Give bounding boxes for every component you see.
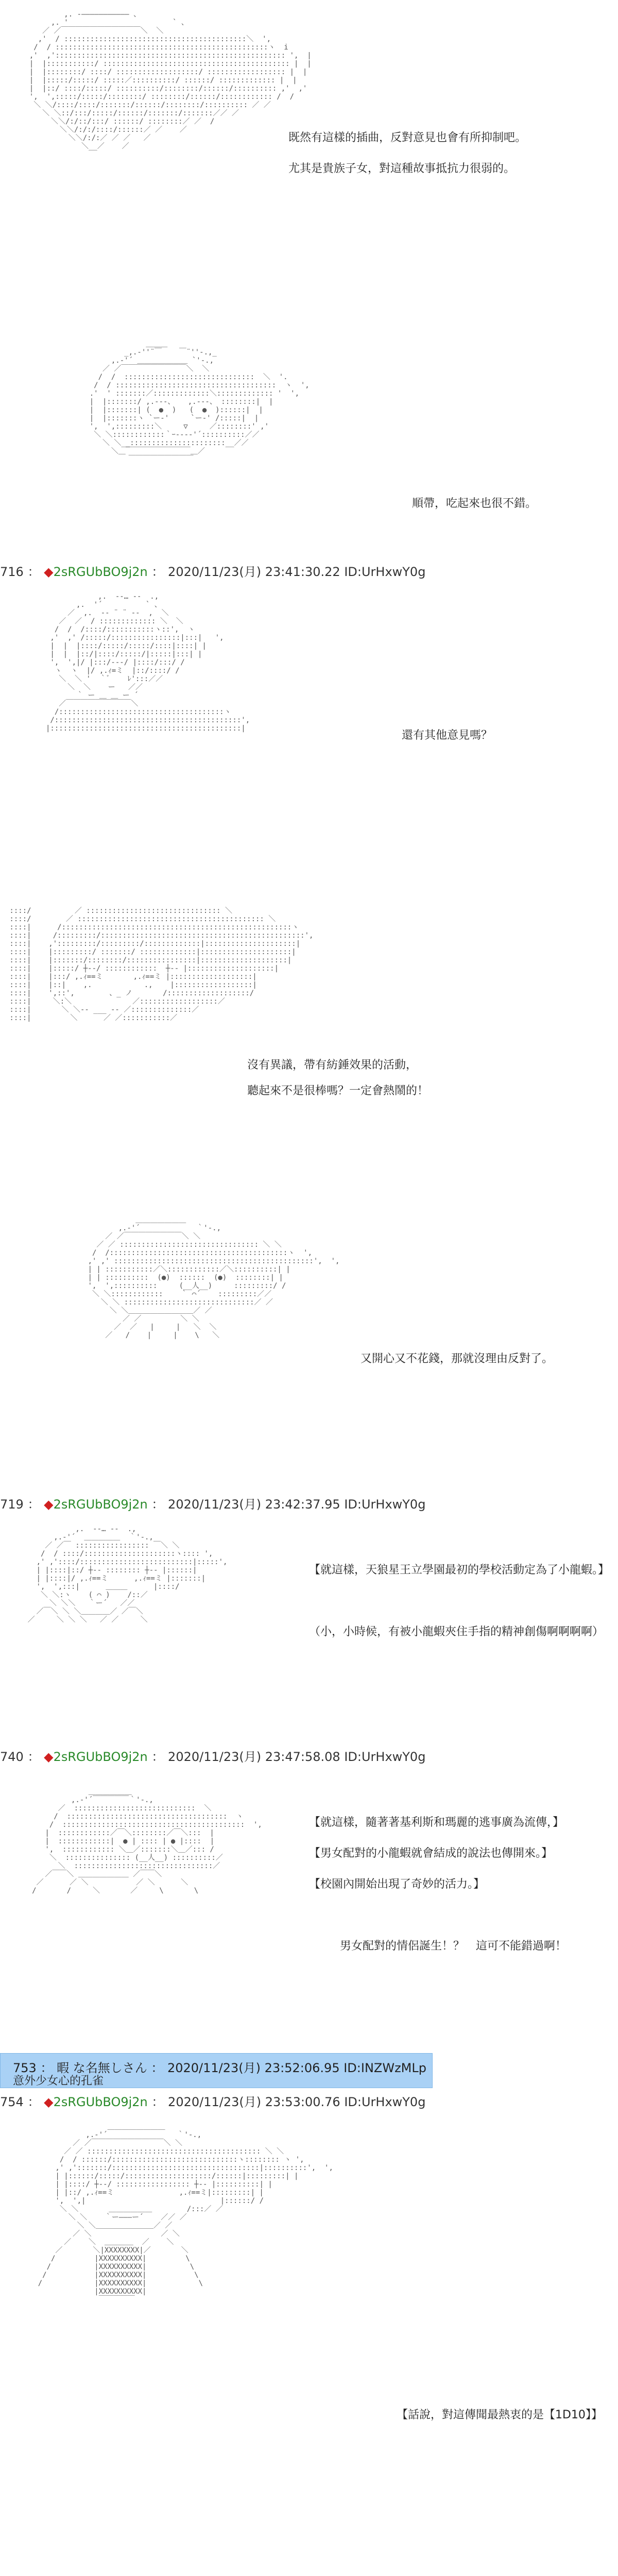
trip-name[interactable]: 2sRGUbBO9j2n <box>53 565 148 579</box>
trip-mark: ◆ <box>44 1497 54 1512</box>
reply-header: 753 ： 暇 な名無しさん ： 2020/11/23(月) 23:52:06.95 ID:INZWzMLp <box>13 2061 426 2075</box>
trip-name[interactable]: 2sRGUbBO9j2n <box>53 1497 148 1512</box>
trip-mark: ◆ <box>44 1750 54 1764</box>
dialogue-line: 沒有異議，帶有紡錘效果的活動， <box>247 1059 418 1072</box>
dialogue-line: 男女配對的情侶誕生！？ 這可不能錯過啊！ <box>340 1940 567 1953</box>
dialogue-line: （小，小時候，有被小龍蝦夾住手指的精神創傷啊啊啊啊） <box>309 1625 604 1638</box>
post-header: 740 ： ◆2sRGUbBO9j2n ： 2020/11/23(月) 23:47:58.08 ID:UrHxwY0g <box>0 1750 426 1764</box>
trip-mark: ◆ <box>44 2095 54 2109</box>
ascii-art-panel-7: ＿＿＿＿＿＿ ,.-'´￣￣￣￣￣｀'-., ／ :::::::::::::::::::::::::::: ＼ / ::::::::::::::::::::::::::::::::::::: ヽ / :::::::::::::::::::::::::::::::::::::::::: ', | ::::::::::::／￣＼::::::::／￣＼::: | | ::::::::::::| ● | :::: | ● |:::: | ', :::::::::::: ＼＿／:::::::＼＿／::: / ＼ ::::::::::::::: (__人__) ::::::::::／ ＼ ::::::::::::::::::::::::::::::::／ ／￣￣＼ ＿＿＿＿＿＿＿ ／￣￣＼ ／ ／ ＼ ／ ＼ ＼ / / ＼ ／ \ \ <box>32 1788 262 1895</box>
trip-name[interactable]: 2sRGUbBO9j2n <box>53 2095 148 2109</box>
trip-mark: ◆ <box>44 565 54 579</box>
ascii-art-panel-6: ,. -‐… ‐- ., ,.-'´ ＿＿＿＿＿ ｀'-., ／ ／￣ ::::::::::::::::: ￣＼ ＼ / / ::::/:::::::::::::::::::::ヽ:::: ', ,' ,'::::/::::::::::::::::::::::::::|:::::', | |::::|::/ ┼‐‐ :::::::: ┼‐‐ |::::::| | |::::|/ ,.ｨ==ミ ,.ｨ==ミ |:::::::| ', ',:::| ＿＿＿ |::::/ ＼ ＼:ヽ ( ⌒ ) /::／ ＼ ＼＼ ｀ー´ ／／ ／￣＼ ＼ ＼＿＿＿＿／ ／￣＼ ／ ＼ ＼ ＼ ／ ／ ＼ <box>27 1525 228 1624</box>
dialogue-line: 【校園內開始出現了奇妙的活力。】 <box>309 1878 485 1891</box>
post-number: 716 <box>0 565 24 579</box>
post-header: 754 ： ◆2sRGUbBO9j2n ： 2020/11/23(月) 23:53:00.76 ID:UrHxwY0g <box>0 2095 426 2109</box>
dialogue-line: 既然有這樣的插曲，反對意見也會有所抑制吧。 <box>288 131 527 144</box>
post-timestamp: 2020/11/23(月) 23:42:37.95 ID:UrHxwY0g <box>168 1497 426 1512</box>
ascii-art-panel-3: ,. -‐… ‐- ., ,. '´ ` 、 ／ ,. -‐ ¨ ¨ ‐- , ＼ ／ ／ / ::::::::::::: ＼ ＼ / / /::::/:::::::::::ヽ::', ヽ ,' ,' /:::::/::::::::::::::::|:::| ', | | |::::/:::::/:::::/::::|::::| | | | |::/|::::/:::::/|:::::|:::| | ', ',|/ |:::/-‐‐/ |::::/:::/ / ヽ ヽ |/ ,.ｨ=ミ |::/::::/ / ＼ ＼ ' ｀ﾞ ﾚ':::／／ ＼ ＼ ー ／／ ｀ ー ＿ ＿ ー ´ ／￣￣￣￣￣￣￣￣￣＼ /::::::::::::::::::::::::::::::::::::::ヽ /:::::::::::::::::::::::::::::::::::::::::::', |::::::::::::::::::::::::::::::::::::::::::::| <box>46 592 250 733</box>
post-header: 719 ： ◆2sRGUbBO9j2n ： 2020/11/23(月) 23:42:37.95 ID:UrHxwY0g <box>0 1497 426 1512</box>
dialogue-line: 順帶，吃起來也很不錯。 <box>412 497 537 510</box>
reply-post <box>0 2053 433 2088</box>
dialogue-line: 【就這樣，隨著著基利斯和瑪麗的逃事廣為流傳，】 <box>309 1816 564 1829</box>
dialogue-line: 還有其他意見嗎？ <box>402 729 493 742</box>
dialogue-line: 【就這樣，天狼星王立學園最初的學校活動定為了小龍蝦。】 <box>309 1564 610 1577</box>
ascii-art-panel-5: ＿＿＿＿＿＿＿ ,.-'´ ｀'-., ／ ／￣￣￣￣￣￣￣￣＼ ＼ ／ ／ :::::::::::::::::::::::::::::::: ＼ ＼ / /:::::::::::::::::::::::::::::::::::::::::ヽ ', ,' ,' ::::::::::::::::::::::::::::::::::::::::::::::', ', | | :::::::::::／＼::::::::::::／＼::::::::::| | | | :::::::::: (●) :::::: (●) ::::::::| | ', ',:::::::::: (__人__) :::::::::/ / ＼ ＼:::::::::::: ｀ ⌒´ :::::::::／／ ＼ ＼ ::::::::::::::::::::::::::::::／ ／ ＼ ＼＿＿＿＿＿＿＿＿＿／ ／ ／ ／ ＼ ＼ ／ ／ | | ＼ ＼ ／ / | | \ ＼ <box>88 1216 340 1340</box>
post-timestamp: 2020/11/23(月) 23:41:30.22 ID:UrHxwY0g <box>168 565 426 579</box>
dialogue-line: 尤其是貴族子女，對這種故事抵抗力很弱的。 <box>288 162 516 175</box>
dialogue-line: 聽起來不是很棒嗎？一定會熱鬧的！ <box>247 1084 429 1097</box>
ascii-art-panel-1: ,. -――――――――――― 、 ,. ' ` 、 ／ ／￣￣￣￣￣￣￣￣￣￣￣＼ ＼ ,' / ::::::::::::::::::::::::::::::::::::::::::＼ ', / / :::::::::::::::::::::::::::::::::::::::::::::::::ヽ i ,' ,'::::::::::::::::::::::::::::::::::::::::::::::::::::: ', | | |:::::::::::/ ::::::::::::::::::::::::::::::::::::::::::: | | | |::::::::/ ::::/ :::::::::::::::::::/ :::::::::::::::::: | | | |:::::/:::::/ :::::／::::::::::/ ::::::/ ::::::::::::: | | | |::/ ::::/:::::/ ::::::::::/::::::::/::::::/:::::::::: ,' ,' ', ',:::::/:::::/::::::::/ ::::::::/::::::/:::::::::::: / / ＼ ＼/::::/::::/:::::::/::::::/::::::::/:::::::::: ／ ／ ＼ ＼::/:::/:::::/::::::/:::::::/:::::::／／ ／ ＼＼/:/::/:::/ ::::::/ ::::::::／ ／ / ＼＼/:/:/::::/::::::／ ／ ／ ＼＼/:/:／ ／ ／ ／ ＼__／ ／ <box>29 10 312 150</box>
reply-body: 意外少女心的孔雀 <box>13 2075 104 2088</box>
dialogue-line: 【男女配對的小龍蝦就會結成的說法也傳開來。】 <box>309 1847 553 1860</box>
post-timestamp: 2020/11/23(月) 23:47:58.08 ID:UrHxwY0g <box>168 1750 426 1764</box>
ascii-art-panel-4: ::::/ ／ ::::::::::::::::::::::::::::::: ＼ ::::/ ／ ::::::::::::::::::::::::::::::::::::::::::: ＼ ::::| /:::::::::::::::::::::::::::::::::::::::::::::::::::::ヽ ::::| /:::::::::/:::::::::::::::::::::::::::::::::::::::::::::::', ::::| ,':::::::::/:::::::::/:::::::::::::|:::::::::::::::::::::| ::::| |:::::::::/ :::::::/ :::::::::::::|:::::::::::::::::::::| ::::| |:::::::/::::::::/::::::::::::::::|::::::::::::::::::::| ::::| |:::::/ ┼‐‐/ :::::::::::: ┼‐‐ |::::::::::::::::::::| ::::| |:::/ ,.ｨ==ミ ,.ｨ==ミ |:::::::::::::::::::| ::::| |::| ,. ., |::::::::::::::::::| ::::| ',::', 、_ ノ /:::::::::::::::::::/ ::::| ＼:＼ ／::::::::::::::::::／ ::::| ＼ ＼‐- ___ -‐ ／::::::::::::::／ ::::| ＼ ／ ／:::::::::::／ <box>9 907 314 1022</box>
dialogue-line: 【話說，對這傳聞最熱衷的是【1D10】】 <box>397 2409 603 2421</box>
post-number: 719 <box>0 1497 24 1512</box>
post-timestamp: 2020/11/23(月) 23:53:00.76 ID:UrHxwY0g <box>168 2095 426 2109</box>
trip-name[interactable]: 2sRGUbBO9j2n <box>53 1750 148 1764</box>
dialogue-line: 又開心又不花錢，那就沒理由反對了。 <box>360 1352 554 1365</box>
post-header: 716 ： ◆2sRGUbBO9j2n ： 2020/11/23(月) 23:41:30.22 ID:UrHxwY0g <box>0 565 426 579</box>
post-number: 754 <box>0 2095 24 2109</box>
ascii-art-panel-2: ＿＿＿ _,.-''¨￣ ￣¨''-.,_ ,.-'´ ＿＿＿＿＿＿＿ `'-., ／ ／￣￣￣￣￣￣￣￣￣＼ ＼ / / :::::::::::::::::::::::::::::: ＼ '. / / ::::::::::::::::::::::::::::::::::::: ヽ ', .' ' :::::::／:::::::::::::＼::::::::::::: ' ', | |:::::::/ ,.-‐-、 ,.-‐-、 ::::::::| | | |:::::::| ( ● ) ( ● )::::::| | | |:::::::ヽ `ー‐' `ー‐' /:::::| | ', ',:::::::::＼ ▽ ／::::::::' ,' ＼ ＼::::::::::::｀ｰ--‐‐'´::::::::::／／ ＼ ＼__::::::::::::::::::::::__／／ ＼＿￣￣￣￣￣￣￣￣￣＿／ ￣￣￣￣￣￣￣￣￣ <box>89 340 310 464</box>
post-number: 740 <box>0 1750 24 1764</box>
ascii-art-panel-8: ＿＿＿＿＿＿＿＿ ,.-'´ ｀'-., ／ ／￣￣￣￣￣￣￣￣￣￣＼ ＼ ／ ／ :::::::::::::::::::::::::::::::::::::::: ＼ ＼ / / ::::::/:::::::::::::::::::::::::::::ヽ:::::::: ヽ ', ,' ,':::::::/::::::::::::::::::::::::::::::::::|::::::::::', ', | |::::::/:::::/::::::::::::::::::::/::::::|:::::::::| | | |::::/ ┼‐‐/ ::::::::::::::::: ┼‐‐ |::::::::::| | | |::/ ,.ｨ==ミ ,.ｨ==ミ|:::::::::| | ', ',| |::::::/ / ＼ ＼ ＿＿＿＿＿＿ /:::／ ／ ＼ ＼ ｀ー―――ー´ ／／ ／ ＼ ＼＿＿＿＿＿＿＿＿／ ／ ／ ＼ ／ ＼ ／ ＼ ＿＿＿＿ ／ ＼ ／ ＼|XXXXXXXX|／ ＼ / |XXXXXXXXXX| \ / |XXXXXXXXXX| \ / |XXXXXXXXXX| \ / |XXXXXXXXXX| \ |XXXXXXXXXX| ￣￣￣￣￣ <box>38 2123 333 2304</box>
